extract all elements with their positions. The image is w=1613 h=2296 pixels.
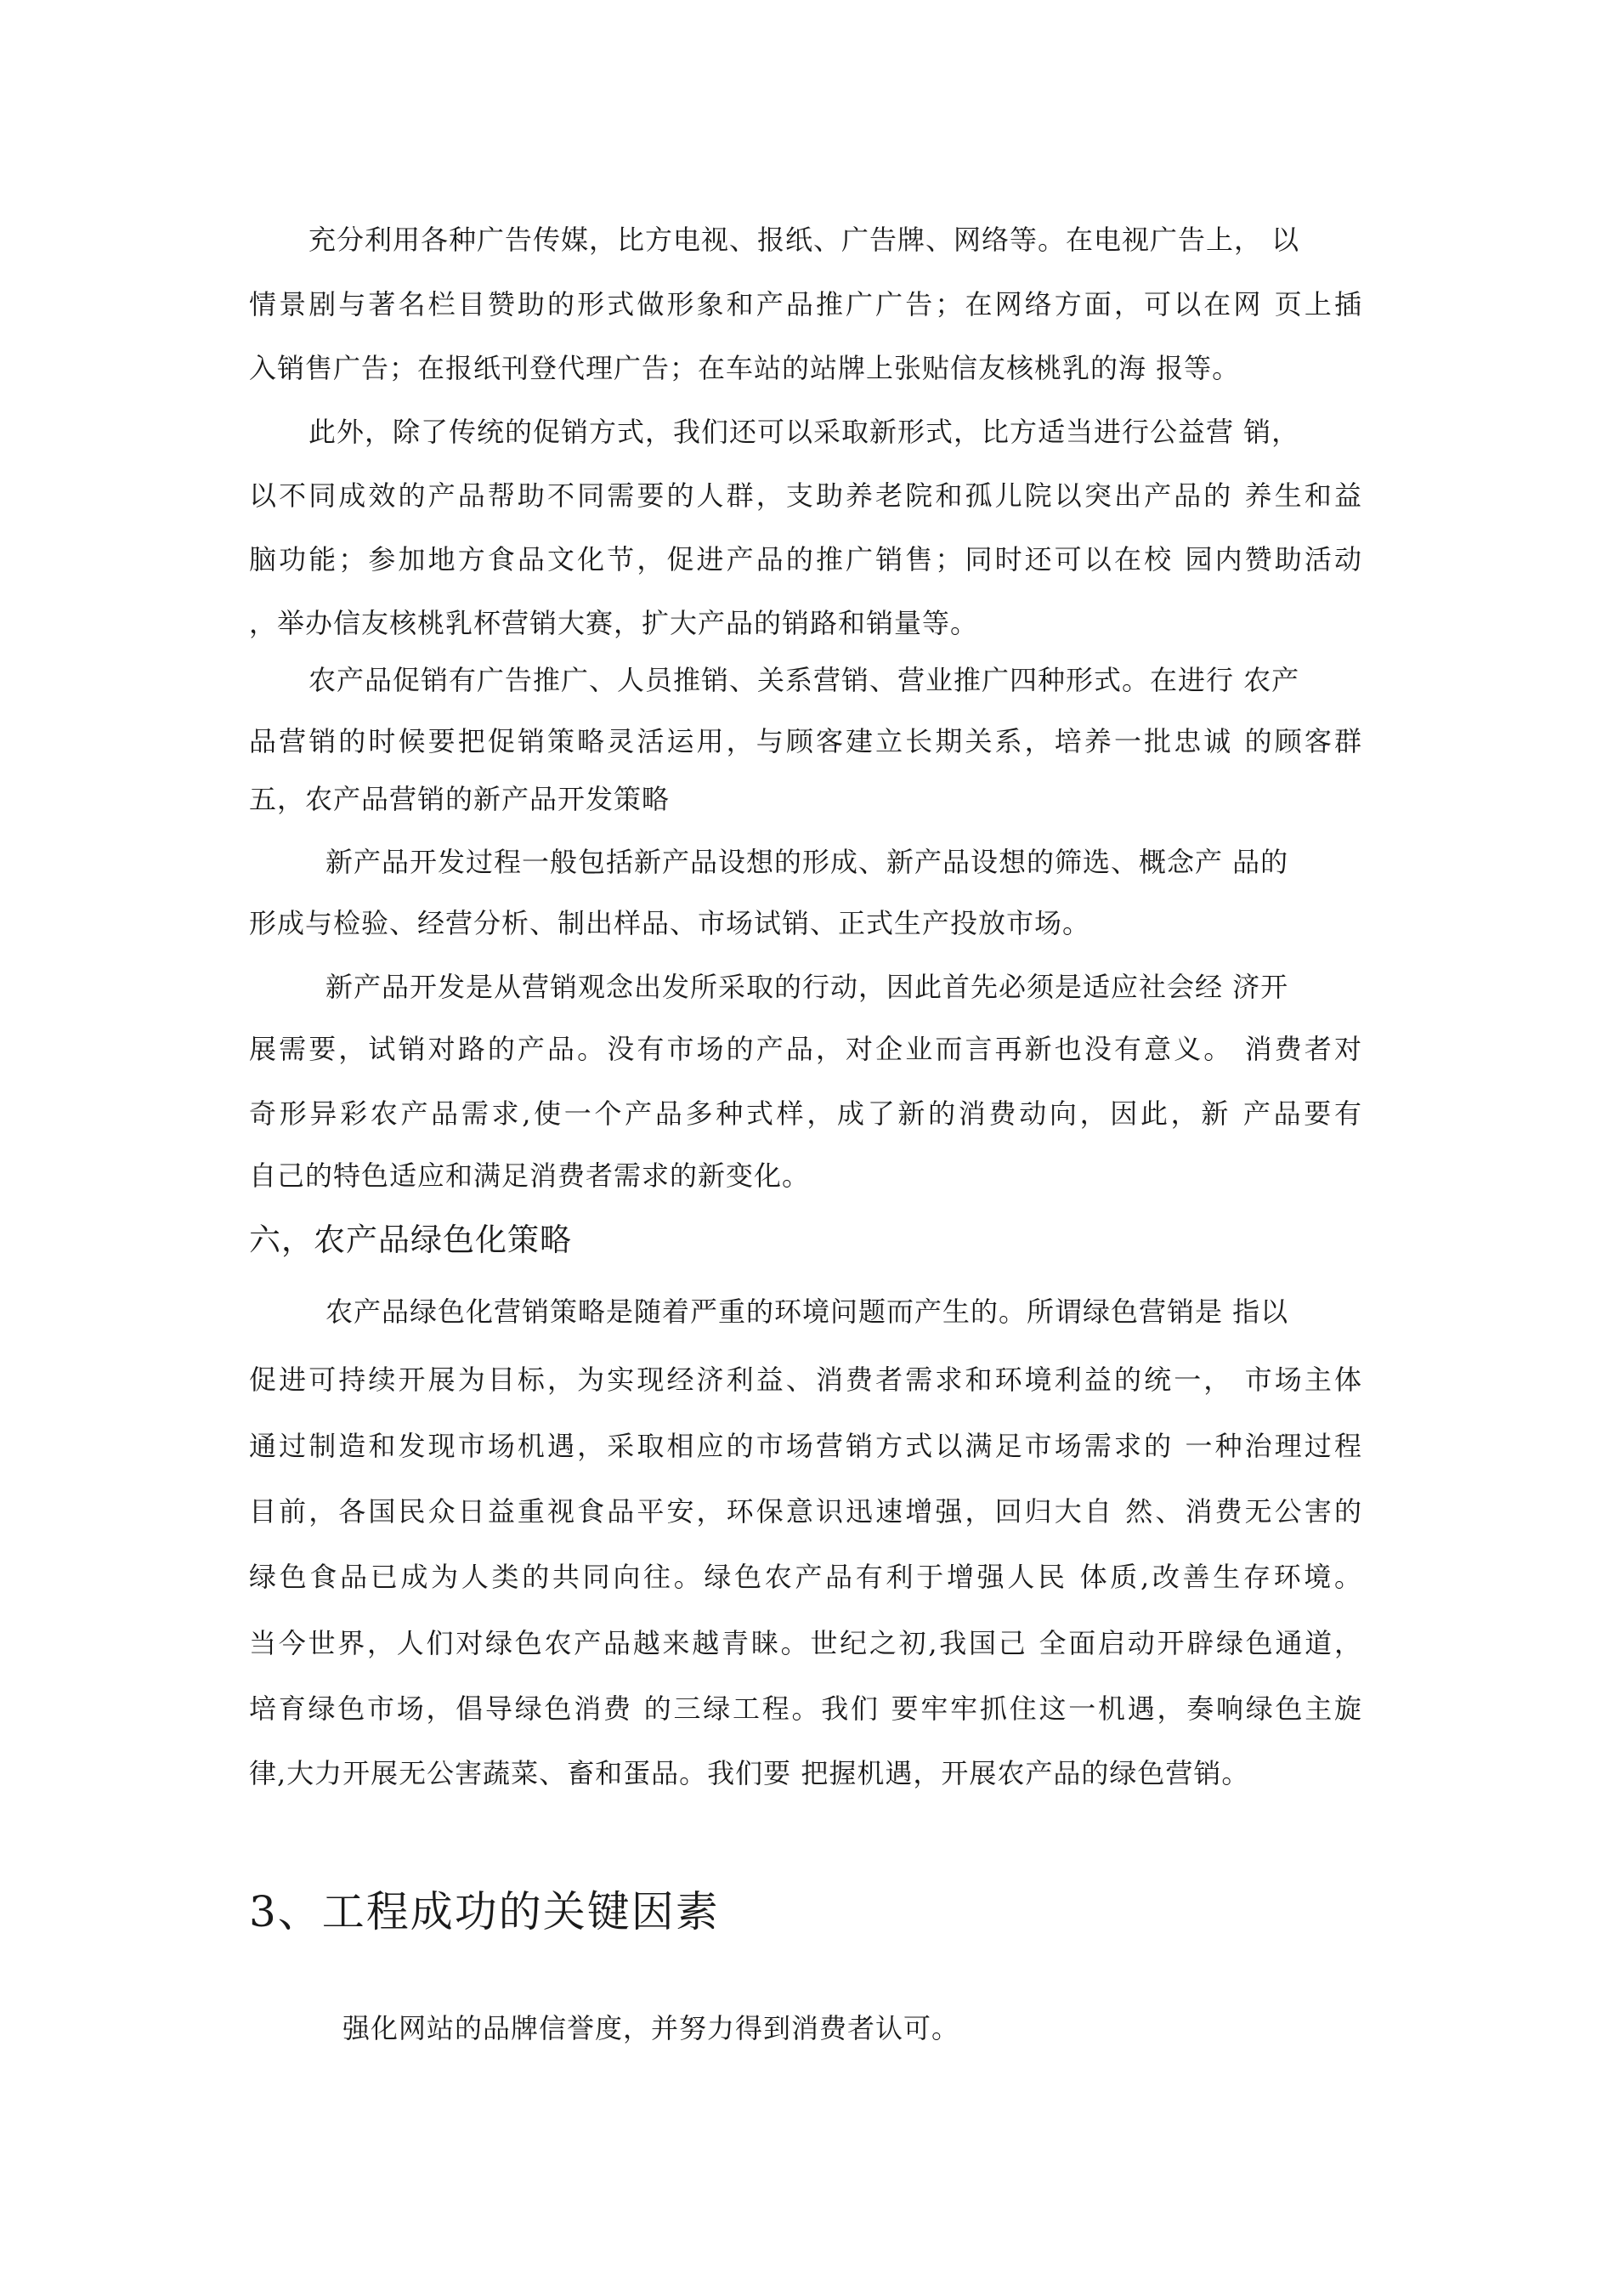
paragraph-5-line-1: 新产品开发是从营销观念出发所采取的行动，因此首先必须是适应社会经 济开	[325, 971, 1289, 1003]
paragraph-1-line-1: 充分利用各种广告传媒，比方电视、报纸、广告牌、网络等。在电视广告上， 以	[308, 224, 1300, 256]
paragraph-5-line-2: 展需要，试销对路的产品。没有市场的产品，对企业而言再新也没有意义。 消费者对	[249, 1033, 1362, 1065]
paragraph-5-line-3: 奇形异彩农产品需求,使一个产品多种式样，成了新的消费动向，因此，新 产品要有	[249, 1097, 1362, 1130]
section-6-line-2: 促进可持续开展为目标，为实现经济利益、消费者需求和环境利益的统一， 市场主体	[249, 1363, 1362, 1396]
section-6-line-3: 通过制造和发现市场机遇，采取相应的市场营销方式以满足市场需求的 一种治理过程	[249, 1430, 1362, 1462]
paragraph-3-line-2: 品营销的时候要把促销策略灵活运用，与顾客建立长期关系，培养一批忠诚 的顾客群	[249, 725, 1362, 757]
paragraph-2-line-4: ，举办信友核桃乳杯营销大赛，扩大产品的销路和销量等。	[249, 607, 979, 639]
paragraph-1-line-2: 情景剧与著名栏目赞助的形式做形象和产品推广广告；在网络方面，可以在网 页上插	[249, 288, 1362, 320]
paragraph-4-line-2: 形成与检验、经营分析、制出样品、市场试销、正式生产投放市场。	[249, 907, 1091, 939]
section-6-line-4: 目前，各国民众日益重视食品平安，环保意识迅速增强，回归大自 然、消费无公害的	[249, 1495, 1362, 1528]
section-3-line-1: 强化网站的品牌信誉度，并努力得到消费者认可。	[342, 2012, 960, 2044]
paragraph-1-line-3: 入销售广告；在报纸刊登代理广告；在车站的站牌上张贴信友核桃乳的海 报等。	[249, 352, 1241, 384]
paragraph-4-line-1: 新产品开发过程一般包括新产品设想的形成、新产品设想的筛选、概念产 品的	[325, 846, 1289, 878]
section-6-line-6: 当今世界，人们对绿色农产品越来越青睐。世纪之初,我国己 全面启动开辟绿色通道，	[249, 1627, 1362, 1659]
section-6-line-1: 农产品绿色化营销策略是随着严重的环境问题而产生的。所谓绿色营销是 指以	[325, 1295, 1289, 1328]
paragraph-5-line-4: 自己的特色适应和满足消费者需求的新变化。	[249, 1159, 811, 1192]
section-6-line-8: 律,大力开展无公害蔬菜、畜和蛋品。我们要 把握机遇，开展农产品的绿色营销。	[249, 1757, 1250, 1789]
section-6-line-7: 培育绿色市场，倡导绿色消费 的三绿工程。我们 要牢牢抓住这一机遇，奏响绿色主旋	[249, 1692, 1362, 1725]
paragraph-3-line-3: 五，农产品营销的新产品开发策略	[249, 783, 671, 815]
section-3-heading: 3、工程成功的关键因素	[249, 1887, 720, 1936]
paragraph-2-line-1: 此外，除了传统的促销方式，我们还可以采取新形式，比方适当进行公益营 销，	[308, 416, 1300, 448]
paragraph-2-line-3: 脑功能；参加地方食品文化节，促进产品的推广销售；同时还可以在校 园内赞助活动	[249, 543, 1362, 575]
section-6-line-5: 绿色食品已成为人类的共同向往。绿色农产品有利于增强人民 体质,改善生存环境。	[249, 1561, 1362, 1593]
paragraph-2-line-2: 以不同成效的产品帮助不同需要的人群，支助养老院和孤儿院以突出产品的 养生和益	[249, 479, 1362, 512]
paragraph-3-line-1: 农产品促销有广告推广、人员推销、关系营销、营业推广四种形式。在进行 农产	[308, 664, 1300, 696]
section-6-heading: 六，农产品绿色化策略	[249, 1222, 572, 1258]
